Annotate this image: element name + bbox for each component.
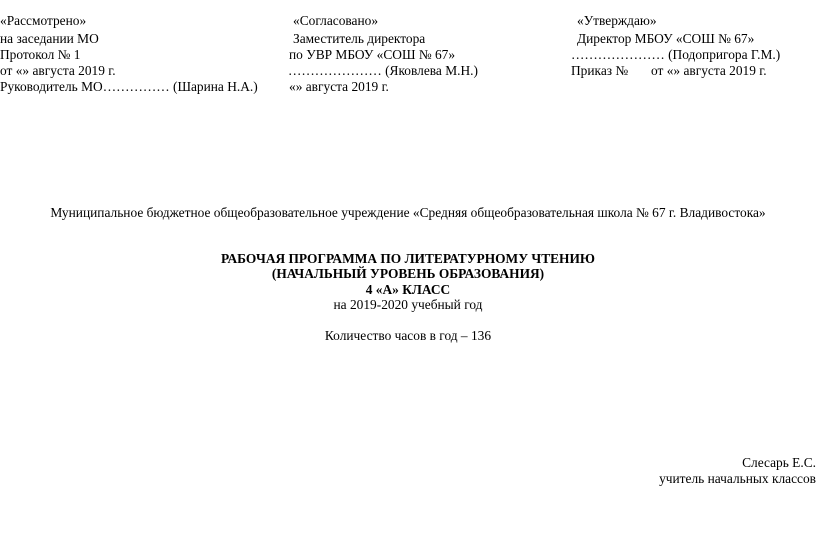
school-name: Муниципальное бюджетное общеобразовательное учреждение «Средняя общеобразовательная школа № 67 г. Владивостока»: [50, 205, 766, 220]
approved-order-number: Приказ №: [571, 63, 629, 78]
agreed-line-2: по УВР МБОУ «СОШ № 67»: [289, 47, 456, 62]
reviewed-title: «Рассмотрено»: [0, 13, 87, 28]
author-position: учитель начальных классов: [659, 471, 816, 486]
approved-order-date: от «» августа 2019 г.: [651, 63, 767, 78]
reviewed-line-2: Протокол № 1: [0, 47, 81, 62]
approved-line-2: ………………… (Подопригора Г.М.): [571, 47, 781, 62]
program-level: (НАЧАЛЬНЫЙ УРОВЕНЬ ОБРАЗОВАНИЯ): [271, 266, 545, 281]
reviewed-line-4: Руководитель МО…………… (Шарина Н.А.): [0, 79, 258, 94]
program-title: РАБОЧАЯ ПРОГРАММА ПО ЛИТЕРАТУРНОМУ ЧТЕНИЮ: [221, 251, 595, 266]
reviewed-line-1: на заседании МО: [0, 31, 99, 46]
approved-line-1: Директор МБОУ «СОШ № 67»: [577, 31, 755, 46]
author-name: Слесарь Е.С.: [742, 455, 816, 470]
agreed-title: «Согласовано»: [293, 13, 379, 28]
agreed-line-4: «» августа 2019 г.: [289, 79, 389, 94]
program-year: на 2019-2020 учебный год: [333, 297, 483, 312]
program-grade: 4 «А» КЛАСС: [365, 282, 451, 297]
agreed-line-3: ………………… (Яковлева М.Н.): [288, 63, 478, 78]
reviewed-line-3: от «» августа 2019 г.: [0, 63, 116, 78]
program-hours: Количество часов в год – 136: [324, 328, 492, 343]
agreed-line-1: Заместитель директора: [293, 31, 426, 46]
approved-title: «Утверждаю»: [577, 13, 657, 28]
